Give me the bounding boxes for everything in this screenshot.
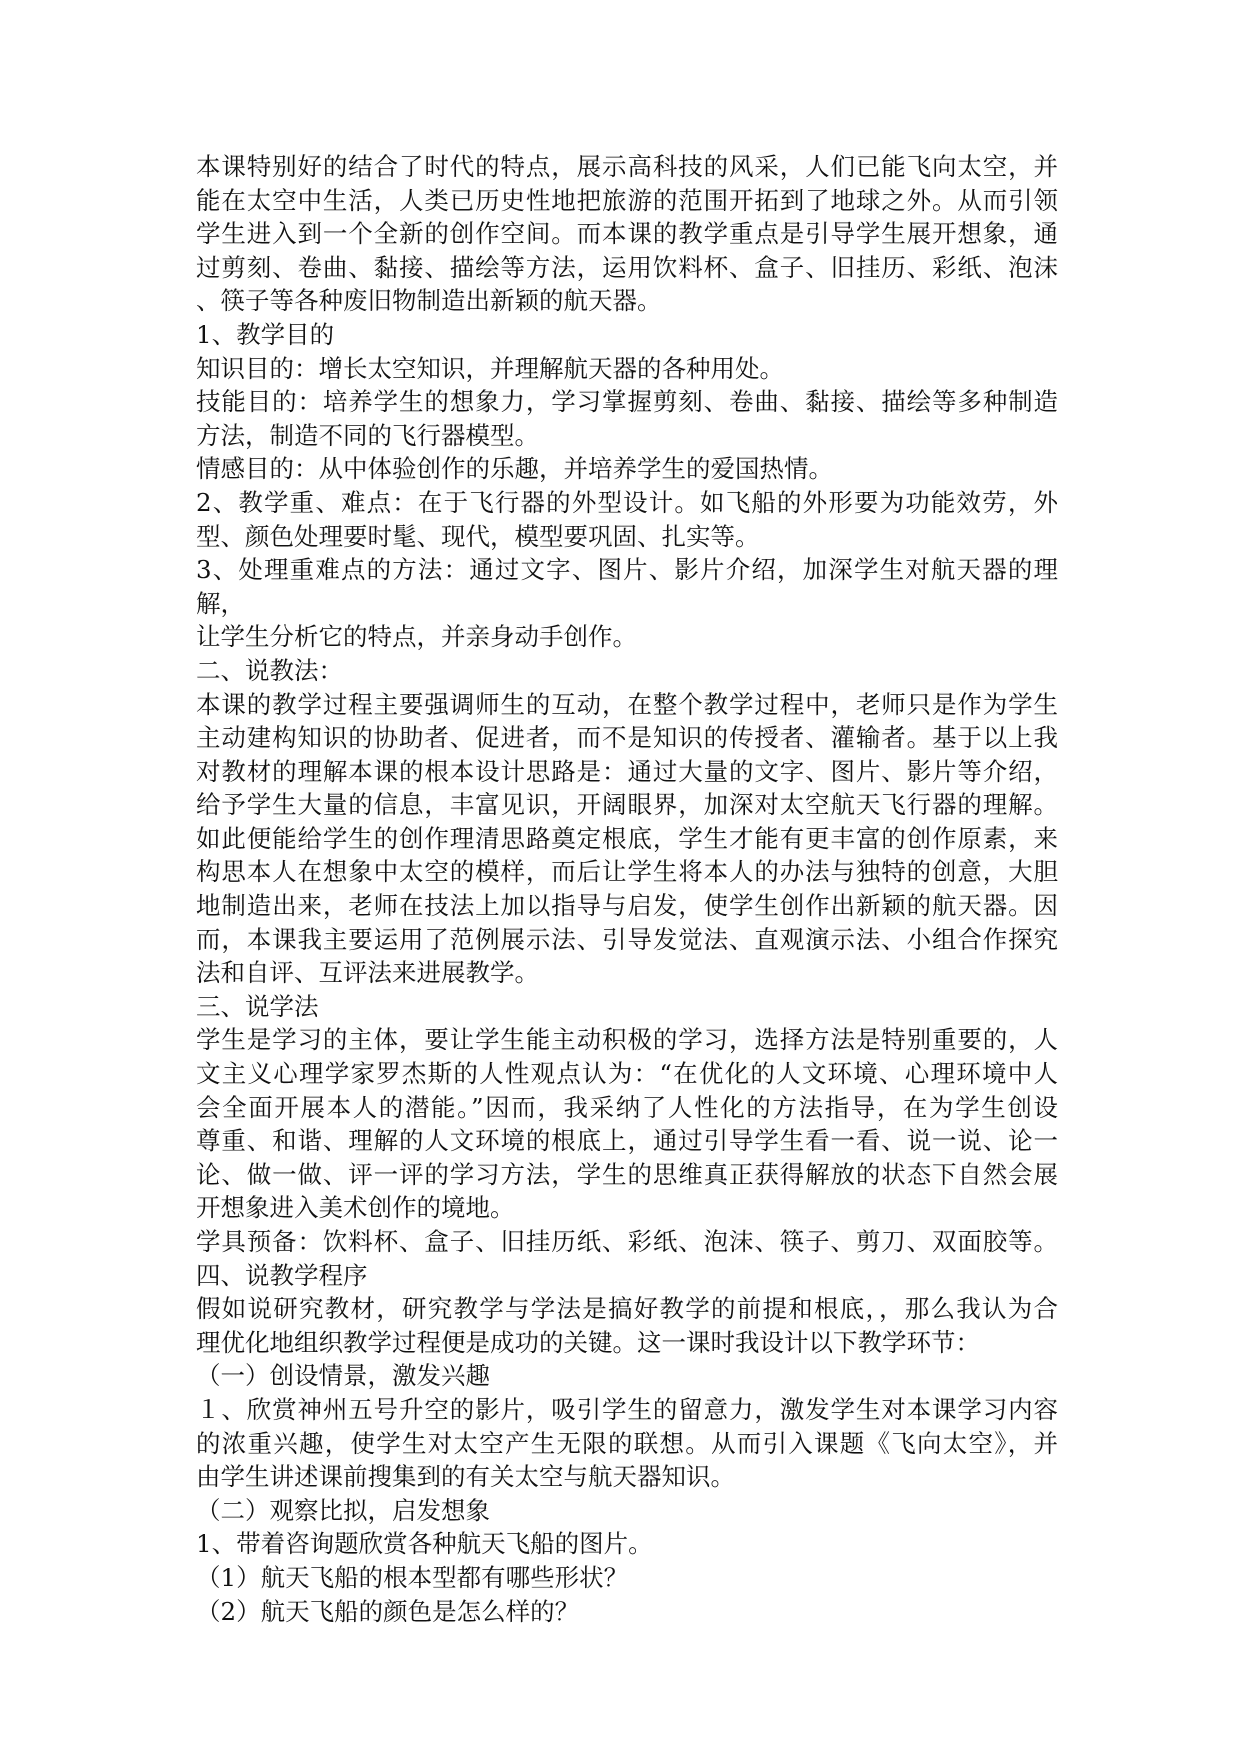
text-line: 主动建构知识的协助者、促进者，而不是知识的传授者、灌输者。基于以上我: [196, 723, 1058, 753]
text-line: 能在太空中生活，人类已历史性地把旅游的范围开拓到了地球之外。从而引领: [196, 185, 1058, 215]
text-line: 2、教学重、难点：在于飞行器的外型设计。如飞船的外形要为功能效劳，外: [196, 487, 1058, 517]
text-line: 对教材的理解本课的根本设计思路是：通过大量的文字、图片、影片等介绍，: [196, 756, 1058, 786]
text-line: 本课的教学过程主要强调师生的互动，在整个教学过程中，老师只是作为学生: [196, 689, 1058, 719]
section-heading: 二、说教法：: [196, 655, 343, 685]
text-line: 给予学生大量的信息，丰富见识，开阔眼界，加深对太空航天飞行器的理解。: [196, 790, 1058, 820]
text-line: １、欣赏神州五号升空的影片，吸引学生的留意力，激发学生对本课学习内容: [196, 1394, 1058, 1424]
text-line: 3、处理重难点的方法：通过文字、图片、影片介绍，加深学生对航天器的理: [196, 555, 1058, 585]
text-line: 本课特别好的结合了时代的特点，展示高科技的风采，人们已能飞向太空，并: [196, 152, 1058, 181]
text-line: 理优化地组织教学过程便是成功的关键。这一课时我设计以下教学环节：: [196, 1327, 980, 1357]
text-line: 构思本人在想象中太空的模样，而后让学生将本人的办法与独特的创意，大胆: [196, 857, 1058, 887]
text-line: 型、颜色处理要时髦、现代，模型要巩固、扎实等。: [196, 521, 760, 551]
section-heading: 三、说学法: [196, 991, 319, 1021]
text-line: 法和自评、互评法来进展教学。: [196, 958, 539, 988]
text-line: 假如说研究教材，研究教学与学法是搞好教学的前提和根底，，那么我认为合: [196, 1294, 1058, 1324]
text-line: 1、带着咨询题欣赏各种航天飞船的图片。: [196, 1529, 653, 1559]
text-line: 地制造出来，老师在技法上加以指导与启发，使学生创作出新颖的航天器。因: [196, 891, 1058, 921]
text-line: 学具预备：饮料杯、盒子、旧挂历纸、彩纸、泡沫、筷子、剪刀、双面胶等。: [196, 1227, 1058, 1256]
text-line: 尊重、和谐、理解的人文环境的根底上，通过引导学生看一看、说一说、论一: [196, 1126, 1058, 1156]
document-body: [196, 150, 1058, 1628]
subsection-heading: （二）观察比拟，启发想象: [196, 1495, 490, 1525]
section-heading: 1、教学目的: [196, 319, 335, 349]
text-line: 解，: [196, 588, 245, 618]
subsection-heading: （一）创设情景，激发兴趣: [196, 1361, 490, 1391]
text-line: 学生进入到一个全新的创作空间。而本课的教学重点是引导学生展开想象，通: [196, 219, 1058, 249]
text-line: 而，本课我主要运用了范例展示法、引导发觉法、直观演示法、小组合作探究: [196, 924, 1058, 954]
text-line: 由学生讲述课前搜集到的有关太空与航天器知识。: [196, 1462, 735, 1492]
text-line: 会全面开展本人的潜能。”因而，我采纳了人性化的方法指导，在为学生创设: [196, 1092, 1058, 1122]
text-line: 、筷子等各种废旧物制造出新颖的航天器。: [196, 286, 662, 316]
text-line: 知识目的：增长太空知识，并理解航天器的各种用处。: [196, 353, 784, 383]
section-heading: 四、说教学程序: [196, 1260, 368, 1290]
text-line: 过剪刻、卷曲、黏接、描绘等方法，运用饮料杯、盒子、旧挂历、彩纸、泡沫: [196, 252, 1058, 282]
text-line: 开想象进入美术创作的境地。: [196, 1193, 515, 1223]
text-line: 的浓重兴趣，使学生对太空产生无限的联想。从而引入课题《飞向太空》，并: [196, 1428, 1058, 1458]
text-line: 方法，制造不同的飞行器模型。: [196, 420, 539, 450]
text-line: 论、做一做、评一评的学习方法，学生的思维真正获得解放的状态下自然会展: [196, 1159, 1058, 1189]
text-line: 情感目的：从中体验创作的乐趣，并培养学生的爱国热情。: [196, 454, 833, 484]
text-line: 让学生分析它的特点，并亲身动手创作。: [196, 622, 637, 652]
text-line: 如此便能给学生的创作理清思路奠定根底，学生才能有更丰富的创作原素，来: [196, 823, 1058, 853]
list-item: （1）航天飞船的根本型都有哪些形状？: [196, 1562, 629, 1592]
text-line: 学生是学习的主体，要让学生能主动积极的学习，选择方法是特别重要的，人: [196, 1025, 1058, 1055]
text-line: 技能目的：培养学生的想象力，学习掌握剪刻、卷曲、黏接、描绘等多种制造: [196, 387, 1058, 417]
list-item: （2）航天飞船的颜色是怎么样的？: [196, 1596, 580, 1626]
text-line: 文主义心理学家罗杰斯的人性观点认为：“在优化的人文环境、心理环境中人: [196, 1059, 1058, 1089]
